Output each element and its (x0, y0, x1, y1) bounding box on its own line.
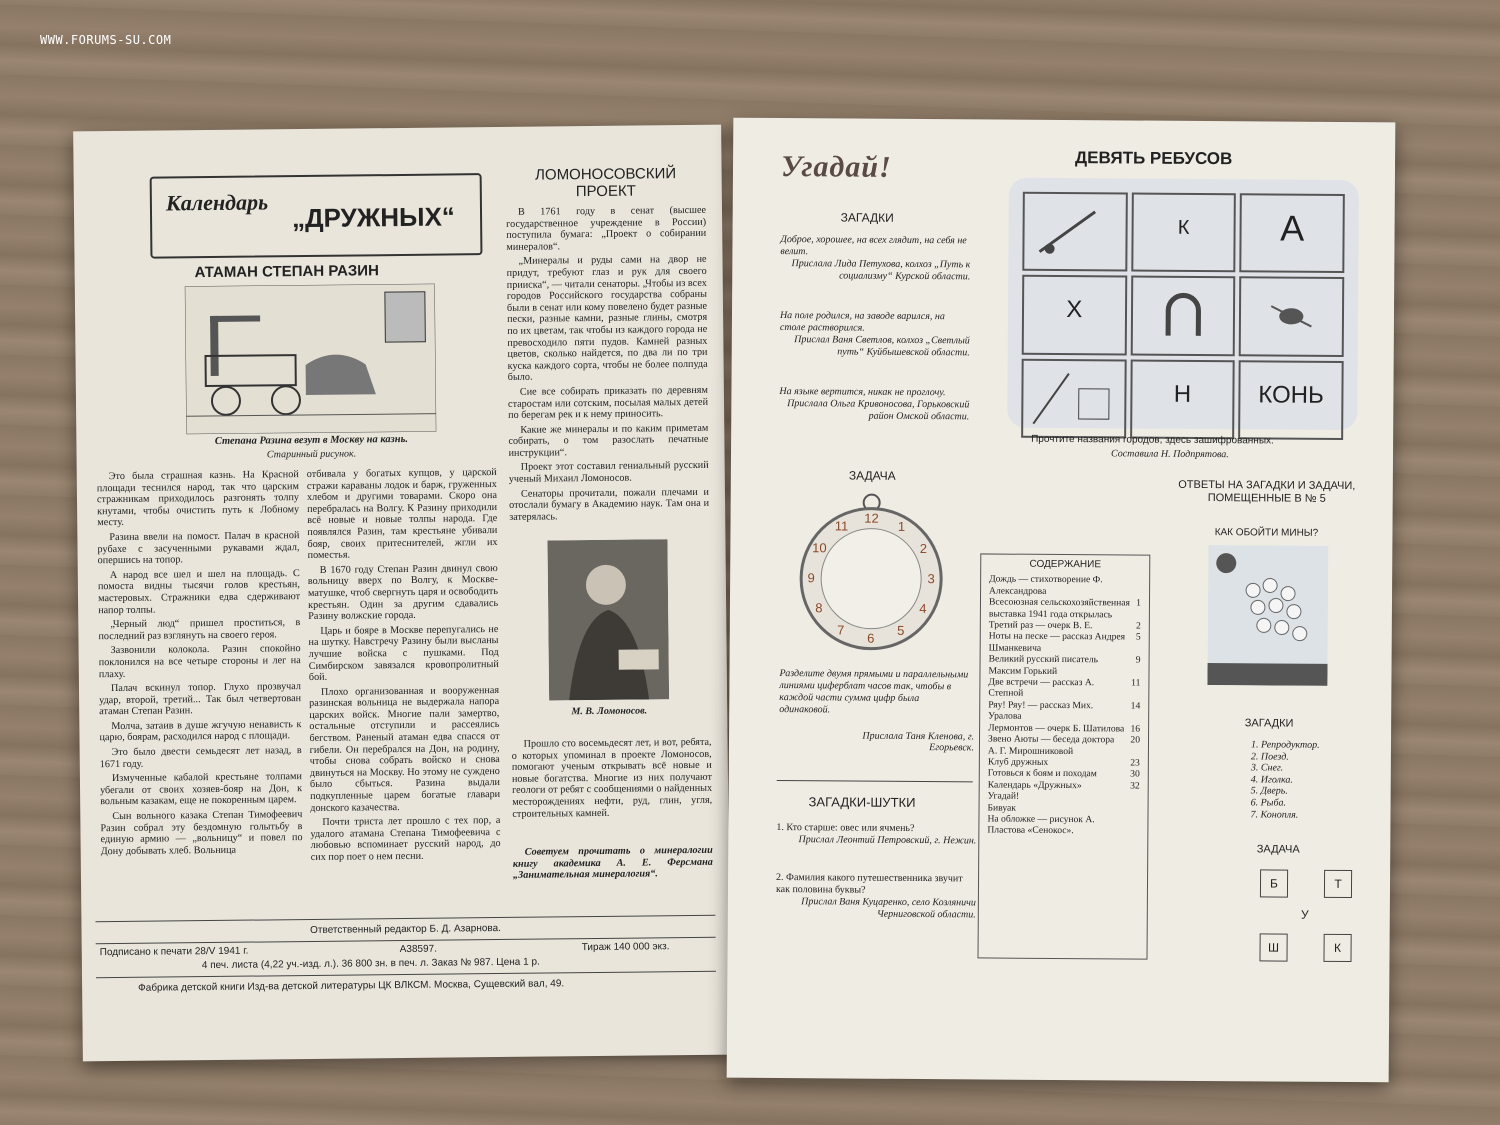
paragraph: Сенаторы прочитали, пожали плечами и отослали бумагу в Академию наук. Там она и затерялась. (509, 486, 710, 523)
rebus-title: ДЕВЯТЬ РЕБУСОВ (1075, 148, 1233, 169)
jokes-title: ЗАГАДКИ-ШУТКИ (808, 794, 916, 810)
joke-question: 2. Фамилия какого путешественника звучит как половина буквы? (775, 872, 963, 896)
lomonosov-after (512, 737, 713, 844)
clock-number: 12 (864, 510, 879, 526)
clock-number: 9 (807, 570, 815, 586)
paragraph: Советуем прочитать о минералогии книгу академика А. Е. Ферсмана „Занимательная минералогия“. (512, 844, 713, 882)
paragraph: Зазвонили колокола. Разин спокойно поклонился на все четыре стороны и лег на плаху. (98, 643, 301, 680)
clock-number: 3 (927, 571, 935, 587)
contents-row (988, 677, 1140, 701)
paragraph: Царь и бояре в Москве перепугались не на шутку. Навстречу Разину были высланы лучшие войска с пушками. Под Симбирском завязался кровопролитный бой. (308, 623, 499, 684)
rebus-cell: Х (1022, 275, 1127, 355)
contents-entry: Бивуак (987, 802, 1017, 814)
article-title: АТАМАН СТЕПАН РАЗИН (194, 262, 379, 282)
paragraph: Сын вольного казака Степан Тимофеевич Разин собрал эту бездомную голытьбу в единую армию — „вольницу“ и повел по Дону добывать хлеб. Вольница (100, 809, 303, 857)
riddle-credit: Прислала Лида Петухова, колхоз „Путь к социализму“ Курской области. (791, 258, 971, 283)
contents-page: 30 (1130, 768, 1140, 780)
calendar-header (150, 173, 483, 258)
contents-entry: На обложке — рисунок А. Пластова «Сенокос». (987, 813, 1095, 837)
puzzle-cell: У (1300, 907, 1309, 922)
footer-divider (96, 971, 716, 978)
answer-item: 5. Дверь. (1250, 785, 1288, 797)
answers-title: ОТВЕТЫ НА ЗАГАДКИ И ЗАДАЧИ, ПОМЕЩЕННЫЕ В № 5 (1178, 478, 1356, 505)
contents-page: 32 (1130, 780, 1140, 792)
paragraph: Плохо организованная и вооруженная разинская вольница не выдержала напора царских войск. Многие пали замертво, остальные отступили и рассеялись бегством. Раненый атаман едва спасся от гибели. Он перебрался на Дон, на родину, чтобы снова собрать войско и снова двинуться на Москву. Но этому не суждено было сбыться. Разина выдали подкупленные царем богатые главари донского казачества. (309, 684, 501, 814)
answer-item: 7. Конопля. (1250, 808, 1299, 821)
contents-row (988, 654, 1140, 678)
joke-2 (776, 872, 976, 921)
clock-number: 10 (812, 540, 827, 556)
contents-entry: Готовься к боям и походам (987, 767, 1097, 780)
contents-entry: Всесоюзная сельскохозяйственная выставка 1941 года открылась (988, 596, 1130, 620)
paragraph: Почти триста лет прошло с тех пор, а удалого атамана Степана Тимофеевича с любовью вспоминает русский народ, до сих пор поет о нем песни. (310, 815, 501, 863)
contents-entry: Ноты на песке — рассказ Андрея Шманкевича (988, 630, 1126, 654)
riddle-credit: Прислала Ольга Кривоносова, Горьковский район Омской области. (787, 398, 970, 423)
clock-number: 8 (815, 600, 823, 616)
paragraph: отбивала у богатых купцов, у царской стражи караваны лодок и барж, груженных хлебом и другими товарами. Скоро она перебралась на Волгу. К Разину приходили всё новые и новые толпы народа. Где появлялся Разин, там крестьяне убивали бояр, своих притеснителей, жгли их поместья. (306, 467, 498, 562)
paragraph: Какие же минералы и по каким приметам собирать, о том разослать печатные инструкции“. (508, 422, 709, 459)
clock-number: 11 (834, 518, 849, 534)
contents-entry: Календарь «Дружных» (987, 779, 1082, 791)
rebus-picture-icon (1024, 194, 1125, 270)
portrait-caption: М. В. Ломоносов. (571, 705, 648, 718)
imprint-circulation: Тираж 140 000 экз. (581, 941, 670, 954)
puzzle-cell: К (1323, 934, 1351, 962)
clock-number: 6 (867, 630, 875, 646)
lomonosov-title: ЛОМОНОСОВСКИЙ ПРОЕКТ (535, 165, 677, 201)
contents-entry: Две встречи — рассказ А. Степной (988, 676, 1095, 700)
paragraph: Проект этот составил гениальный русский ученый Михаил Ломоносов. (508, 460, 709, 485)
guess-title: Угадай! (780, 150, 892, 184)
letters-picture-icon (1023, 361, 1124, 437)
rebus-cell: А (1240, 193, 1345, 273)
answers-task-title: ЗАДАЧА (1256, 843, 1300, 856)
rebus-credit: Составила Н. Подпрятова. (1110, 448, 1229, 461)
clock-number: 1 (897, 518, 906, 534)
rebus-grid (1021, 192, 1345, 416)
imprint-date: Подписано к печати 28/V 1941 г. (99, 945, 249, 959)
contents-page: 2 (1135, 620, 1141, 632)
rebus-cell (1239, 277, 1344, 357)
paragraph: Это была страшная казнь. На Красной площади теснился народ, так что царским стражникам приходилось разгонять толпу кнутами, чтобы очистить путь к Лобному месту. (96, 469, 300, 529)
contents-box (977, 553, 1150, 959)
lomonosov-column (506, 205, 709, 537)
riddle-1 (780, 234, 970, 283)
task-title: ЗАДАЧА (848, 468, 896, 483)
riddle-text: На языке вертится, никак не проглочу. (779, 386, 946, 399)
answer-item: 3. Снег. (1250, 762, 1284, 774)
contents-entry: Дождь — стихотворение Ф. Александрова (989, 573, 1103, 597)
contents-entry: Клуб дружных (987, 756, 1049, 768)
clock-number: 4 (919, 601, 927, 617)
contents-entry: Звено Аюты — беседа доктора А. Г. Мирошниковой (987, 733, 1115, 757)
contents-row (989, 574, 1141, 598)
contents-entry: Ряу! Ряу! — рассказ Мих. Уралова (988, 699, 1094, 723)
paragraph: Измученные кабалой крестьяне толпами убегали от своих хозяев-бояр на Дон, к вольным казакам, еще не покоренным царем. (99, 771, 303, 808)
paragraph: Разина ввели на помост. Палач в красной рубахе с засученными рукавами ждал, опершись на топор. (97, 530, 300, 567)
paragraph: „Черный люд“ пришел проститься, в последний раз взглянуть на своего героя. (98, 617, 301, 642)
rebus-panel (1007, 178, 1359, 430)
puzzle-cell: Ш (1259, 933, 1287, 961)
rebus-cell: К (1131, 192, 1236, 272)
answers-list (1250, 739, 1319, 821)
editor-line: Ответственный редактор Б. Д. Азарнова. (310, 922, 501, 936)
illustration-caption: Степана Разина везут в Москву на казнь. (214, 433, 409, 447)
task-text: Разделите двумя прямыми и параллельными линиями циферблат часов так, чтобы в каждой части сумма цифр была одинаковой. (779, 668, 969, 716)
contents-page: 16 (1130, 723, 1141, 735)
contents-page: 5 (1135, 631, 1141, 643)
mines-diagram (1207, 545, 1328, 686)
razin-column-1 (97, 469, 303, 901)
right-page (727, 118, 1396, 1083)
paragraph: Молча, затаив в душе жгучую ненависть к царю, боярам, расходился народ с площади. (99, 718, 302, 744)
imprint-publisher: Фабрика детской книги Изд-ва детской литературы ЦК ВЛКСМ. Москва, Сущевский вал, 49. (138, 978, 565, 994)
execution-illustration (185, 284, 437, 435)
riddle-2 (780, 310, 970, 359)
clock-number: 2 (919, 541, 928, 557)
paragraph: В 1761 году в сенат (высшее государственное учреждение в России) поступила бумага: „Проект о собирании минералов“. (506, 204, 707, 253)
joke-question: 1. Кто старше: овес или ячмень? (776, 822, 915, 834)
contents-page: 14 (1130, 700, 1141, 712)
calendar-title-main: „ДРУЖНЫХ“ (291, 201, 455, 234)
rebus-note: Прочтите названия городов, здесь зашифрованных. (1031, 433, 1274, 447)
contents-entry: Третий раз — очерк В. Е. (988, 619, 1093, 632)
answers-riddles-title: ЗАГАДКИ (1244, 717, 1294, 730)
contents-entry: Угадай! (987, 790, 1020, 802)
paragraph: Палач вскинул топор. Глухо прозвучал удар, второй, третий... Так был четвертован атаман Степан Разин. (99, 681, 302, 718)
rebus-cell: КОНЬ (1238, 360, 1343, 440)
contents-row (989, 597, 1141, 621)
rebus-cell (1021, 359, 1126, 439)
answer-item: 6. Рыба. (1250, 797, 1287, 809)
paragraph: Прошло сто восемьдесят лет, и вот, ребята, о которых упоминал в проекте Ломоносов, помогают ученым открывать всё новые и новые богатства. Многие из них получают геологи от ребят с сообщениями о найденных месторождениях нефти, руд, глин, угля, строительных камней. (511, 736, 713, 820)
contents-page: 20 (1130, 734, 1141, 746)
contents-title: СОДЕРЖАНИЕ (1029, 558, 1102, 571)
lomonosov-portrait (547, 539, 669, 700)
riddle-text: На поле родился, на заводе варился, на столе растворился. (779, 310, 945, 334)
contents-page: 11 (1131, 677, 1141, 689)
imprint-code: А38597. (399, 943, 438, 956)
answer-item: 4. Иголка. (1250, 774, 1293, 786)
riddle-3 (779, 386, 969, 423)
contents-entry: Лермонтов — очерк Б. Шатилова (988, 722, 1125, 735)
paragraph: В 1670 году Степан Разин двинул свою вольницу вверх по Волгу, к Москве-матушке, чтоб свергнуть царя и освободить крестьян. Один за другим сдавались Разину волжские города. (307, 562, 499, 623)
task-credit: Прислала Таня Кленова, г. Егорьевск. (862, 730, 975, 754)
contents-page: 23 (1130, 757, 1140, 769)
left-page (73, 125, 731, 1062)
joke-credit: Прислал Леонтий Петровский, г. Нежин. (798, 834, 977, 847)
insect-icon (1241, 279, 1342, 355)
answer-item: 2. Поезд. (1250, 750, 1289, 763)
razin-column-2 (307, 467, 501, 899)
recommendation (513, 845, 713, 885)
contents-page: 1 (1136, 597, 1142, 609)
rebus-cell (1130, 276, 1235, 356)
answer-item: 1. Репродуктор. (1250, 739, 1320, 751)
horseshoe-icon (1132, 278, 1233, 354)
contents-row (989, 631, 1141, 655)
rebus-cell: Н (1130, 359, 1235, 439)
riddle-credit: Прислал Ваня Светлов, колхоз „Светлый путь“ Куйбышевской области. (794, 334, 970, 359)
calendar-title-script: Календарь (165, 189, 269, 216)
joke-credit: Прислал Ваня Куцаренко, село Козляничи Черниговской области. (801, 896, 976, 921)
paragraph: А народ все шел и шел на площадь. С помоста видны тысячи голов крестьян, мастеровых. Стражники едва сдерживают напор толпы. (97, 567, 301, 616)
riddle-text: Доброе, хорошее, на всех глядит, на себя не велит. (780, 234, 967, 258)
paragraph: Это было двести семьдесят лет назад, в 1671 году. (99, 745, 302, 770)
clock-number: 7 (837, 622, 845, 638)
imprint-details: 4 печ. листа (4,22 уч.-изд. л.). 36 800 зн. в печ. л. Заказ № 987. Цена 1 р. (201, 956, 540, 972)
contents-entry: Великий русский писатель Максим Горький (988, 653, 1099, 677)
illustration-subcaption: Старинный рисунок. (266, 448, 357, 461)
paragraph: „Минералы и руды сами на двор не придут, требуют глаз и рук для своего прииска“, — читали сенаторы. „Чтобы из всех городов Российского государства собраны были в сенат или кому повелено будет разные пески, разные камни, разные глины, смотря по их цветам, так чтобы из каждого города не превосходило пяти пудов. Камней разных цветов, сколько найдется, по два ли по три куска каждого сорта, чтобы не более полпуда было. (506, 254, 708, 384)
mines-title: КАК ОБОЙТИ МИНЫ? (1214, 527, 1319, 539)
contents-row (988, 699, 1140, 723)
watermark: WWW.FORUMS-SU.COM (40, 33, 172, 47)
paragraph: Сие все собирать приказать по деревням старостам или сотским, посылая малых детей по берегам рек и к нему приносить. (507, 384, 709, 421)
clock-face (796, 490, 947, 651)
contents-row (988, 734, 1140, 758)
section-divider (777, 780, 973, 782)
contents-row (987, 813, 1139, 837)
puzzle-cell: Б (1260, 869, 1288, 897)
puzzle-cell: Т (1324, 870, 1352, 898)
rebus-cell (1022, 192, 1127, 272)
joke-1 (776, 822, 976, 847)
clock-number: 5 (897, 622, 905, 638)
riddles-title: ЗАГАДКИ (840, 210, 894, 225)
contents-page: 9 (1135, 654, 1141, 666)
letters-puzzle (1259, 869, 1354, 964)
contents-list (987, 574, 1141, 837)
